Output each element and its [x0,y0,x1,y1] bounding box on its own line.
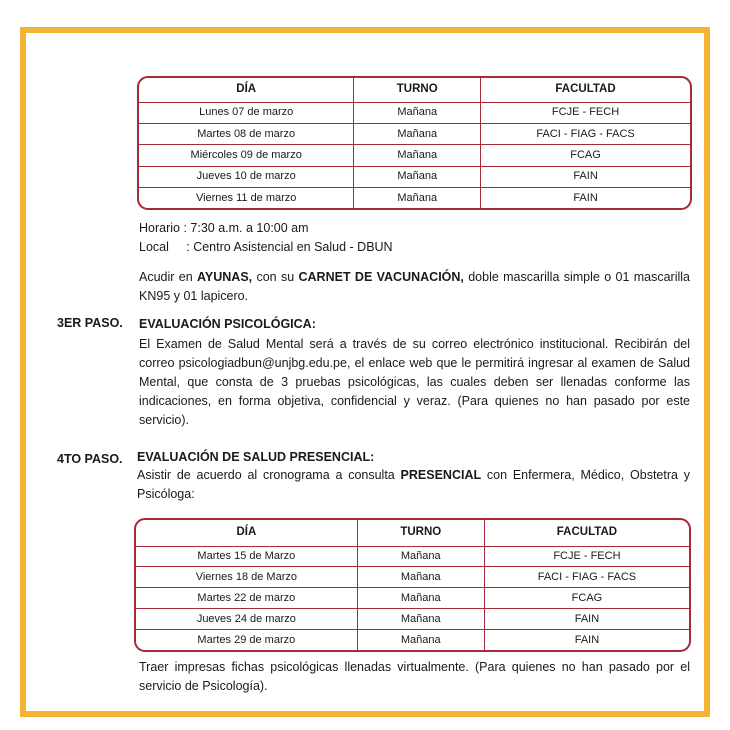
cell-turno: Mañana [357,630,484,650]
cell-facultad: FCAG [484,588,689,609]
step4-text-1: Asistir de acuerdo al cronograma a consulta [137,468,401,482]
table-row [139,166,690,187]
table-row [139,123,690,144]
cell-facultad: FCAG [481,145,690,166]
cell-turno: Mañana [357,588,484,609]
table-header-row [139,78,690,102]
cell-turno: Mañana [357,546,484,567]
cell-dia: Martes 22 de marzo [136,588,357,609]
header-turno: TURNO [357,520,484,546]
cell-turno: Mañana [357,567,484,588]
cell-dia: Jueves 24 de marzo [136,609,357,630]
table-row [136,609,689,630]
cell-dia: Martes 29 de marzo [136,630,357,650]
header-facultad: FACULTAD [484,520,689,546]
cell-dia: Lunes 07 de marzo [139,102,354,123]
local-text: Local : Centro Asistencial en Salud - DBUN [139,240,393,254]
step3-body: El Examen de Salud Mental será a través de su correo electrónico institucional. Recibirán del correo psicologiadbun@unjbg.edu.pe, el enlace web que le permitirá ingresar al examen de Salud Mental, que consta de 3 pruebas psicológicas, las cuales deben ser llenadas conforme las indicaciones, en forma objetiva, confidencial y veraz. (Para quienes no han pasado por este servicio). [139,337,690,427]
table-row [136,630,689,650]
schedule-table-1 [137,76,692,210]
step4-label: 4TO PASO. [57,452,123,466]
step3-label: 3ER PASO. [57,316,123,330]
cell-turno: Mañana [357,609,484,630]
cell-dia: Martes 08 de marzo [139,123,354,144]
table-header-row [136,520,689,546]
presencial-emphasis: PRESENCIAL [400,468,482,482]
acudir-text-1: Acudir en [139,270,198,284]
acudir-text-3: doble mascarilla simple o 01 mascarilla KN95 y 01 lapicero. [139,270,690,303]
acudir-paragraph [139,268,690,306]
table-row [139,145,690,166]
header-dia: DÍA [136,520,357,546]
header-facultad: FACULTAD [481,78,690,102]
table-row [136,546,689,567]
cell-facultad: FAIN [574,633,600,646]
cell-facultad: FACI - FIAG - FACS [484,567,689,588]
table-row [136,588,689,609]
cell-dia: Miércoles 09 de marzo [139,145,354,166]
header-turno: TURNO [354,78,481,102]
step4-text-2: con Enfermera, Médico, Obstetra y Psicóloga: [137,468,690,501]
cell-dia: Viernes 18 de Marzo [136,567,357,588]
cell-turno: Mañana [354,102,481,123]
horario-text: Horario : 7:30 a.m. a 10:00 am [139,221,309,235]
cell-facultad: FACI - FIAG - FACS [481,123,690,144]
acudir-text-2: con su [252,270,299,284]
step4-paragraph [137,466,690,504]
ayunas-emphasis: AYUNAS, [197,270,253,284]
cell-dia: Martes 15 de Marzo [136,546,357,567]
cell-facultad: FAIN [484,609,689,630]
cell-facultad: FCJE - FECH [484,546,689,567]
carnet-emphasis: CARNET DE VACUNACIÓN, [298,270,464,284]
cell-dia: Viernes 11 de marzo [139,188,354,209]
schedule-table-2 [134,518,691,652]
cell-turno: Mañana [354,145,481,166]
step4-title: EVALUACIÓN DE SALUD PRESENCIAL: [137,450,375,464]
footer-note: Traer impresas fichas psicológicas llenadas virtualmente. (Para quienes no han pasado por el servicio de Psicología). [139,660,690,693]
table-row [136,567,689,588]
cell-facultad: FCJE - FECH [481,102,690,123]
cell-turno: Mañana [354,188,481,209]
cell-turno: Mañana [354,123,481,144]
cell-dia: Jueves 10 de marzo [139,166,354,187]
cell-turno: Mañana [354,166,481,187]
table-row [139,102,690,123]
cell-facultad: FAIN [573,191,598,204]
cell-facultad: FAIN [481,166,690,187]
header-dia: DÍA [139,78,354,102]
table-row [139,188,690,209]
step3-title: EVALUACIÓN PSICOLÓGICA: [139,317,316,331]
